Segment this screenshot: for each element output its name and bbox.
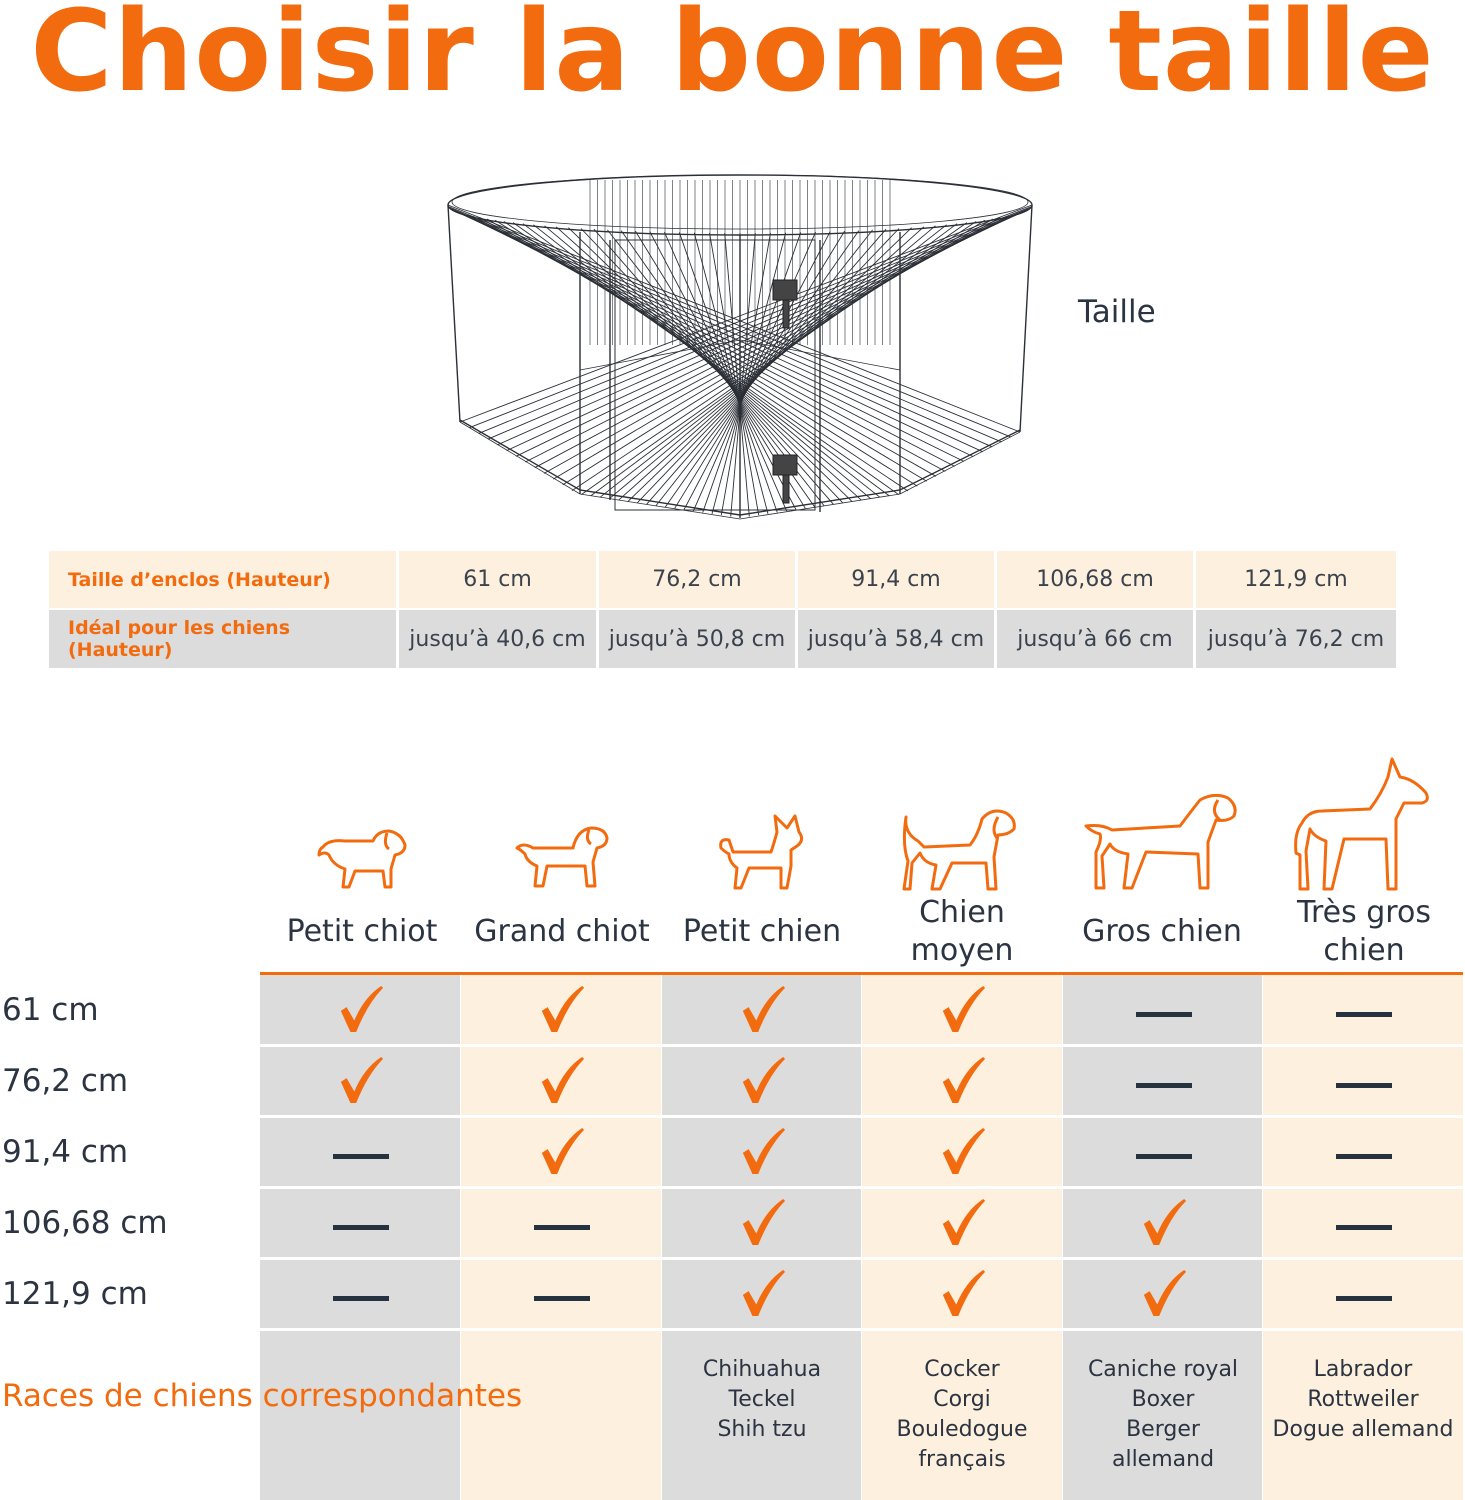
dash-icon [1336,1083,1392,1088]
breed-name: Rottweiler [1307,1387,1419,1412]
dash-icon [1136,1012,1192,1017]
column-header-tres-gros-chien: Très gros chien [1297,895,1431,968]
checkmark-icon [939,1055,987,1105]
breed-name: Chihuahua [702,1357,822,1382]
checkmark-icon [337,1055,385,1105]
large-dog-icon [1082,790,1240,892]
breed-name: Labrador [1313,1357,1413,1382]
dash-icon [534,1296,590,1301]
column-header-petit-chiot: Petit chiot [286,914,438,949]
row-label-ideal-height: Idéal pour les chiens (Hauteur) [49,610,396,668]
size-label: Taille [1078,294,1156,330]
page-title: Choisir la bonne taille [30,0,1435,117]
row-label-106: 106,68 cm [2,1205,168,1241]
medium-dog-icon [900,805,1020,893]
breed-name: Teckel [728,1387,796,1412]
breed-name: Shih tzu [717,1417,807,1442]
column-header-grand-chiot: Grand chiot [474,914,650,949]
dash-icon [534,1225,590,1230]
breeds-tres-gros-chien [1263,1355,1463,1445]
breeds-gros-chien [1063,1355,1263,1475]
size-table-row-height [49,551,1396,608]
checkmark-icon [939,1126,987,1176]
table-cell: jusqu’à 50,8 cm [599,610,795,668]
column-grand-chiot [461,975,661,1500]
small-dog-icon [715,812,807,892]
breed-name: Bouledogue [896,1417,1028,1442]
dash-icon [1336,1296,1392,1301]
dash-icon [1336,1012,1392,1017]
checkmark-icon [739,1055,787,1105]
table-cell: 91,4 cm [798,551,994,608]
table-cell: 76,2 cm [599,551,795,608]
table-cell: jusqu’à 66 cm [997,610,1193,668]
breed-name: Dogue allemand [1272,1417,1454,1442]
dash-icon [1136,1083,1192,1088]
row-label-76: 76,2 cm [2,1063,129,1099]
breed-name: Caniche royal [1087,1357,1239,1382]
breeds-chien-moyen [862,1355,1062,1475]
checkmark-icon [739,984,787,1034]
dash-icon [333,1154,389,1159]
checkmark-icon [1140,1197,1188,1247]
table-cell: 106,68 cm [997,551,1193,608]
table-cell: jusqu’à 58,4 cm [798,610,994,668]
dash-icon [1336,1225,1392,1230]
checkmark-icon [739,1268,787,1318]
size-table [49,551,1396,668]
table-cell: 61 cm [399,551,596,608]
table-cell: jusqu’à 76,2 cm [1196,610,1396,668]
checkmark-icon [538,984,586,1034]
checkmark-icon [939,1268,987,1318]
breed-name: Berger [1126,1417,1200,1442]
table-cell: 121,9 cm [1196,551,1396,608]
checkmark-icon [739,1126,787,1176]
breed-name: Corgi [933,1387,991,1412]
checkmark-icon [939,984,987,1034]
checkmark-icon [1140,1268,1188,1318]
dash-icon [1136,1154,1192,1159]
checkmark-icon [538,1055,586,1105]
puppy-large-icon [513,822,613,890]
checkmark-icon [939,1197,987,1247]
very-large-dog-icon [1292,757,1432,892]
breed-name: français [918,1447,1006,1472]
column-header-chien-moyen: Chien moyen [910,895,1014,968]
row-label-pen-height: Taille d’enclos (Hauteur) [49,551,396,608]
breeds-petit-chien [662,1355,862,1445]
breed-name: Cocker [924,1357,1000,1382]
row-label-91: 91,4 cm [2,1134,129,1170]
row-label-61: 61 cm [2,992,99,1028]
column-petit-chiot [260,975,460,1500]
breed-name: allemand [1111,1447,1215,1472]
column-header-gros-chien: Gros chien [1082,914,1242,949]
playpen-image [440,160,1040,520]
dash-icon [1336,1154,1392,1159]
checkmark-icon [538,1126,586,1176]
row-label-121: 121,9 cm [2,1276,148,1312]
checkmark-icon [337,984,385,1034]
puppy-small-icon [315,825,410,890]
breed-name: Boxer [1131,1387,1195,1412]
checkmark-icon [739,1197,787,1247]
size-table-row-ideal [49,610,1396,668]
table-cell: jusqu’à 40,6 cm [399,610,596,668]
dash-icon [333,1225,389,1230]
column-header-petit-chien: Petit chien [682,914,842,949]
dash-icon [333,1296,389,1301]
breeds-label: Races de chiens correspondantes [2,1378,523,1414]
